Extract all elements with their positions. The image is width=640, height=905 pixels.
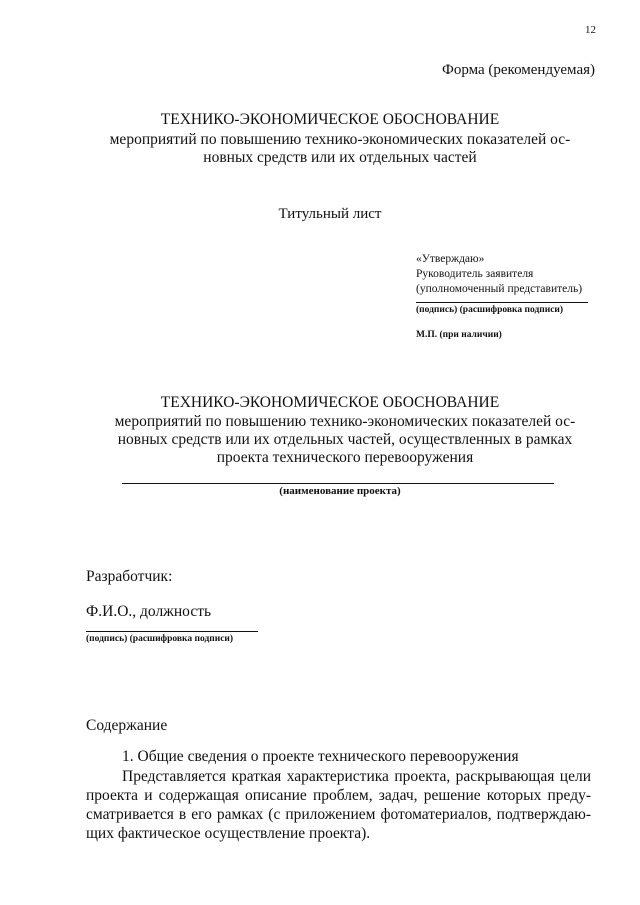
approve-text: «Утверждаю» <box>416 253 485 265</box>
developer-fio-label: Ф.И.О., должность <box>86 603 212 620</box>
section-1-title: 1. Общие сведения о проекте технического перевооружения <box>122 748 519 765</box>
section-1-body: Представляется краткая характеристика проекта, раскрывающая цели проекта и содержащая описание проблем, задач, решение которых преду-сматривается в его рамках (с приложением фотоматериалов, подтверждаю-щих фактическое осуществление проекта). <box>86 768 591 842</box>
developer-signature-caption: (подпись) (расшифровка подписи) <box>86 634 234 644</box>
top-heading-title: ТЕХНИКО-ЭКОНОМИЧЕСКОЕ ОБОСНОВАНИЕ <box>160 111 500 128</box>
approver-signature-line <box>416 302 588 303</box>
project-name-caption: (наименование проекта) <box>279 485 401 497</box>
approval-block <box>416 252 606 297</box>
contents-heading: Содержание <box>86 717 168 734</box>
developer-signature-line <box>86 631 258 632</box>
top-heading-subtitle: мероприятий по повышению технико-экономических показателей ос-новных средств или их отдельных частей <box>109 131 571 166</box>
form-label: Форма (рекомендуемая) <box>441 62 595 78</box>
title-sheet-label: Титульный лист <box>278 206 382 222</box>
main-heading-title: ТЕХНИКО-ЭКОНОМИЧЕСКОЕ ОБОСНОВАНИЕ <box>160 394 500 411</box>
developer-label: Разработчик: <box>86 568 173 585</box>
approver-head: Руководитель заявителя <box>416 268 534 280</box>
approver-signature-caption: (подпись) (расшифровка подписи) <box>416 305 564 315</box>
page-number: 12 <box>585 24 596 36</box>
stamp-label: М.П. (при наличии) <box>416 330 502 340</box>
main-heading-subtitle: мероприятий по повышению технико-экономических показателей ос-новных средств или их отдельных частей, осуществленных в рамках проекта технического перевооружения <box>114 413 576 466</box>
approver-representative: (уполномоченный представитель) <box>416 283 583 295</box>
project-name-line <box>122 483 554 484</box>
